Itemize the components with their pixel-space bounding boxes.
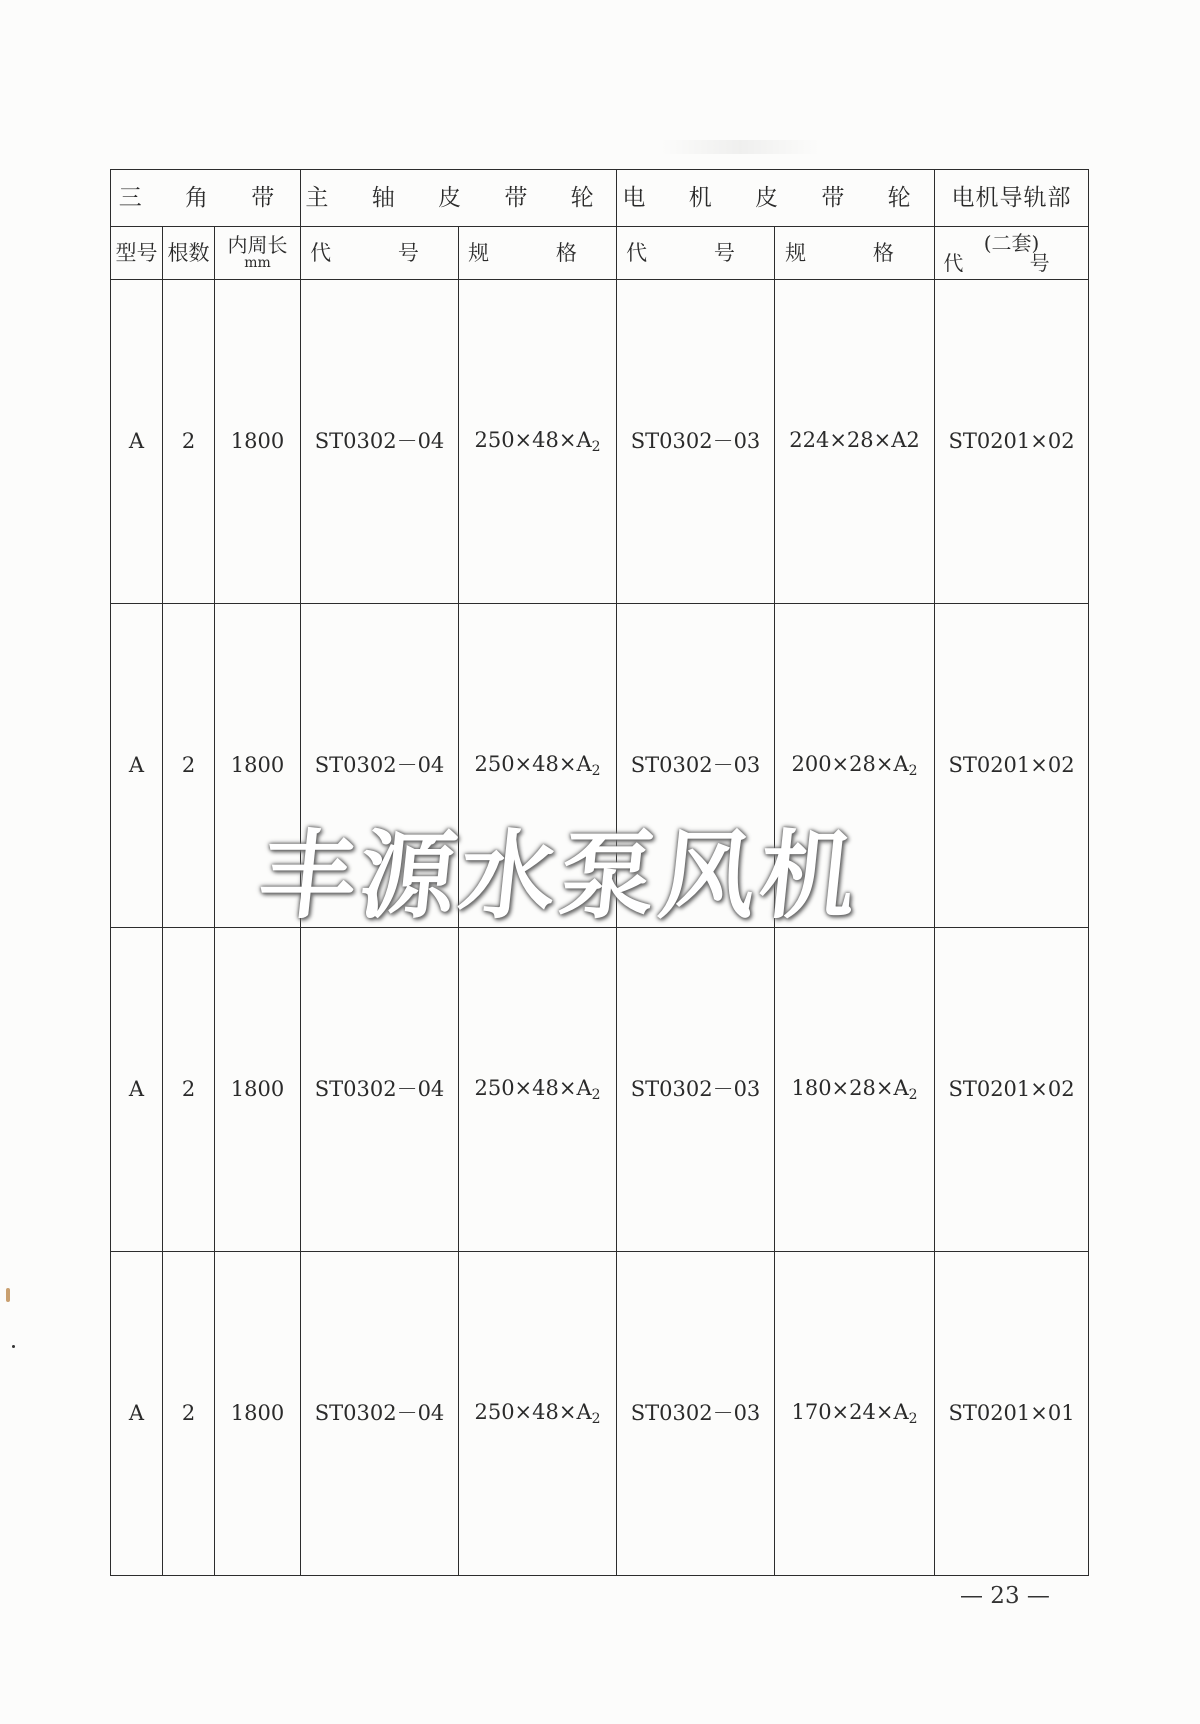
spindle-spec-text: 250×48×A (474, 1075, 592, 1100)
rail-code-header: 代 号 (943, 251, 1080, 275)
count-cell: 2 (163, 1252, 215, 1576)
motor-code-cell: ST0302－03 (617, 1252, 775, 1576)
motor-spec-cell (775, 1252, 935, 1576)
scan-speck (12, 1345, 15, 1348)
spindle-code-cell: ST0302－04 (301, 604, 459, 928)
inner-length-unit: mm (244, 254, 271, 271)
motor-spec-cell (775, 280, 935, 604)
motor-spec-subscript: 2 (908, 1410, 918, 1427)
spindle-spec-header: 规 格 (459, 227, 617, 280)
rail-code-cell: ST0201×02 (935, 604, 1089, 928)
motor-spec-text: 200×28×A (791, 751, 909, 776)
type-cell: A (111, 1252, 163, 1576)
motor-code-cell: ST0302－03 (617, 928, 775, 1252)
spindle-spec-subscript: 2 (591, 1410, 601, 1427)
length-cell: 1800 (215, 1252, 301, 1576)
rail-code-cell: ST0201×02 (935, 280, 1089, 604)
motor-spec-subscript: 2 (908, 762, 918, 779)
spindle-spec-text: 250×48×A (474, 1399, 592, 1424)
group-header-row (111, 170, 1089, 227)
type-cell: A (111, 280, 163, 604)
spindle-spec-text: 250×48×A (474, 427, 592, 452)
spindle-spec-subscript: 2 (591, 1086, 601, 1103)
count-cell: 2 (163, 280, 215, 604)
motor-rail-header: 电机导轨部 (935, 170, 1089, 227)
spindle-spec-text: 250×48×A (474, 751, 592, 776)
count-header: 根数 (163, 227, 215, 280)
rail-code-cell: ST0201×02 (935, 928, 1089, 1252)
motor-spec-text: 170×24×A (791, 1399, 909, 1424)
motor-pulley-header: 电 机 皮 带 轮 (617, 170, 935, 227)
inner-length-header-cell (215, 227, 301, 280)
motor-spec-subscript: 2 (908, 1086, 918, 1103)
v-belt-header: 三 角 带 (111, 170, 301, 227)
motor-spec-cell (775, 928, 935, 1252)
count-cell: 2 (163, 928, 215, 1252)
spindle-spec-cell (459, 1252, 617, 1576)
spindle-code-header: 代 号 (301, 227, 459, 280)
type-cell: A (111, 604, 163, 928)
type-cell: A (111, 928, 163, 1252)
rail-note: (二套) (983, 231, 1040, 255)
motor-code-header: 代 号 (617, 227, 775, 280)
spindle-spec-cell (459, 928, 617, 1252)
motor-code-cell: ST0302－03 (617, 280, 775, 604)
rail-header-cell (935, 227, 1089, 280)
spindle-code-cell: ST0302－04 (301, 928, 459, 1252)
motor-spec-text: 180×28×A (791, 1075, 909, 1100)
rail-code-cell: ST0201×01 (935, 1252, 1089, 1576)
type-header: 型号 (111, 227, 163, 280)
length-cell: 1800 (215, 604, 301, 928)
spindle-spec-subscript: 2 (591, 762, 601, 779)
page-number: — 23 — (960, 1583, 1050, 1609)
inner-length-header: 内周长 (227, 232, 288, 257)
table-row (111, 1252, 1089, 1576)
spindle-code-cell: ST0302－04 (301, 280, 459, 604)
motor-spec-header: 规 格 (775, 227, 935, 280)
spindle-code-cell: ST0302－04 (301, 1252, 459, 1576)
watermark: 丰源水泵风机 (253, 820, 866, 932)
sub-header-row (111, 227, 1089, 280)
spindle-pulley-header: 主 轴 皮 带 轮 (301, 170, 617, 227)
spindle-spec-subscript: 2 (591, 438, 601, 455)
table-row (111, 928, 1089, 1252)
spindle-spec-cell (459, 280, 617, 604)
count-cell: 2 (163, 604, 215, 928)
length-cell: 1800 (215, 928, 301, 1252)
length-cell: 1800 (215, 280, 301, 604)
bleed-through-band (660, 140, 820, 154)
motor-code-cell: ST0302－03 (617, 604, 775, 928)
motor-spec-text: 224×28×A2 (789, 427, 920, 452)
table-row (111, 280, 1089, 604)
scan-speck (6, 1288, 10, 1302)
